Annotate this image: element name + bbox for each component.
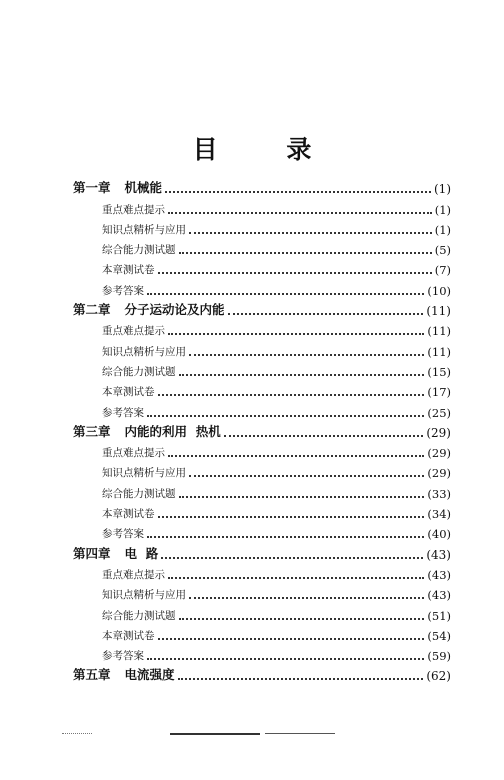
toc-section-row[interactable]	[73, 196, 451, 216]
dot-leader	[168, 576, 424, 579]
toc-section-row[interactable]	[73, 521, 451, 541]
table-of-contents	[73, 176, 451, 683]
toc-section-row[interactable]	[73, 257, 451, 277]
dot-leader	[168, 211, 432, 214]
dot-leader	[179, 495, 425, 498]
section-title: 知识点精析与应用	[102, 589, 186, 602]
section-title: 综合能力测试题	[102, 244, 176, 257]
dot-leader	[147, 292, 424, 295]
toc-section-row[interactable]	[73, 602, 451, 622]
dot-leader	[189, 596, 424, 599]
section-title: 重点难点提示	[102, 568, 165, 581]
chapter-title: 电 路	[124, 545, 159, 561]
page-number: (1)	[434, 222, 451, 237]
page-number: (15)	[427, 364, 451, 379]
section-title: 综合能力测试题	[102, 487, 176, 500]
toc-section-row[interactable]	[73, 318, 451, 338]
page-number: (11)	[427, 324, 451, 339]
dot-leader	[147, 657, 424, 660]
toc-section-row[interactable]	[73, 623, 451, 643]
dot-leader	[189, 231, 432, 234]
page-number: (59)	[427, 649, 451, 664]
page-number: (29)	[427, 446, 451, 461]
section-title: 参考答案	[102, 528, 144, 541]
toc-chapter-row[interactable]	[73, 298, 451, 318]
dot-leader	[189, 353, 424, 356]
chapter-title: 分子运动论及内能	[124, 302, 225, 318]
dot-leader	[179, 617, 425, 620]
dot-leader	[147, 414, 424, 417]
toc-section-row[interactable]	[73, 277, 451, 297]
toc-section-row[interactable]	[73, 480, 451, 500]
toc-section-row[interactable]	[73, 562, 451, 582]
toc-section-row[interactable]	[73, 643, 451, 663]
page-number: (11)	[427, 344, 451, 359]
chapter-number: 第三章	[73, 423, 111, 439]
dot-leader	[165, 190, 431, 193]
dot-leader	[158, 271, 432, 274]
section-title: 重点难点提示	[102, 447, 165, 460]
chapter-number: 第二章	[73, 302, 111, 318]
chapter-number: 第五章	[73, 667, 111, 683]
section-title: 参考答案	[102, 650, 144, 663]
footer-dots	[62, 732, 92, 734]
dot-leader	[158, 637, 425, 640]
toc-section-row[interactable]	[73, 582, 451, 602]
dot-leader	[158, 393, 425, 396]
page-number: (54)	[427, 628, 451, 643]
section-title: 本章测试卷	[102, 386, 155, 399]
section-title: 重点难点提示	[102, 325, 165, 338]
page-number: (40)	[427, 527, 451, 542]
chapter-number: 第四章	[73, 545, 111, 561]
page-number: (29)	[426, 425, 451, 440]
footer-rule	[170, 733, 260, 735]
page-number: (62)	[426, 669, 451, 684]
toc-chapter-row[interactable]	[73, 176, 451, 196]
section-title: 知识点精析与应用	[102, 223, 186, 236]
toc-section-row[interactable]	[73, 399, 451, 419]
section-title: 综合能力测试题	[102, 365, 176, 378]
dot-leader	[158, 515, 425, 518]
section-title: 本章测试卷	[102, 508, 155, 521]
page-number: (51)	[427, 608, 451, 623]
toc-chapter-row[interactable]	[73, 420, 451, 440]
toc-section-row[interactable]	[73, 237, 451, 257]
toc-section-row[interactable]	[73, 217, 451, 237]
chapter-title: 内能的利用 热机	[124, 423, 221, 439]
section-title: 综合能力测试题	[102, 609, 176, 622]
footer-rule-secondary	[265, 733, 335, 734]
dot-leader	[168, 332, 424, 335]
toc-section-row[interactable]	[73, 501, 451, 521]
page-number: (1)	[434, 202, 451, 217]
section-title: 知识点精析与应用	[102, 467, 186, 480]
page-number: (33)	[427, 486, 451, 501]
dot-leader	[147, 535, 424, 538]
page-number: (7)	[434, 263, 451, 278]
page-number: (17)	[427, 385, 451, 400]
dot-leader	[161, 556, 423, 559]
toc-section-row[interactable]	[73, 359, 451, 379]
page-number: (25)	[427, 405, 451, 420]
toc-section-row[interactable]	[73, 460, 451, 480]
page-number: (34)	[427, 507, 451, 522]
section-title: 本章测试卷	[102, 264, 155, 277]
dot-leader	[189, 474, 424, 477]
section-title: 参考答案	[102, 406, 144, 419]
dot-leader	[178, 677, 424, 680]
dot-leader	[179, 251, 432, 254]
section-title: 本章测试卷	[102, 629, 155, 642]
chapter-title: 机械能	[124, 180, 163, 196]
toc-chapter-row[interactable]	[73, 541, 451, 561]
page-number: (29)	[427, 466, 451, 481]
toc-section-row[interactable]	[73, 379, 451, 399]
section-title: 参考答案	[102, 284, 144, 297]
toc-section-row[interactable]	[73, 338, 451, 358]
toc-chapter-row[interactable]	[73, 663, 451, 683]
dot-leader	[179, 373, 425, 376]
page-number: (43)	[427, 588, 451, 603]
page-number: (10)	[427, 283, 451, 298]
page-number: (5)	[434, 243, 451, 258]
section-title: 知识点精析与应用	[102, 345, 186, 358]
dot-leader	[224, 434, 424, 437]
toc-section-row[interactable]	[73, 440, 451, 460]
dot-leader	[228, 312, 424, 315]
page-number: (43)	[427, 567, 451, 582]
page-number: (1)	[434, 182, 451, 197]
chapter-number: 第一章	[73, 180, 111, 196]
chapter-title: 电流强度	[124, 667, 175, 683]
page-title: 目 录	[192, 135, 342, 164]
dot-leader	[168, 454, 424, 457]
page-number: (11)	[426, 304, 451, 319]
section-title: 重点难点提示	[102, 203, 165, 216]
page-number: (43)	[426, 547, 451, 562]
